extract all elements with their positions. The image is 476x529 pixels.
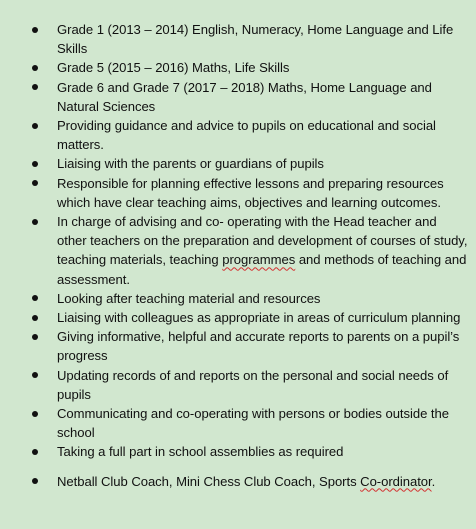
bullet-icon xyxy=(32,65,38,71)
list-item-text: Netball Club Coach, Mini Chess Club Coach, Sports xyxy=(57,473,361,489)
list-item-text: Grade 1 (2013 – 2014) English, Numeracy, Home Language and Life Skills xyxy=(57,22,454,57)
spellcheck-flagged-word[interactable]: Co-ordinator xyxy=(360,473,432,489)
list-item xyxy=(0,366,468,404)
list-item xyxy=(0,58,468,77)
bullet-icon xyxy=(32,315,38,321)
list-item xyxy=(0,78,468,116)
bullet-icon xyxy=(32,219,38,225)
bullet-icon xyxy=(32,334,38,340)
list-item-text: Updating records of and reports on the personal and social needs of pupils xyxy=(57,367,449,402)
list-item-text: Giving informative, helpful and accurate reports to parents on a pupil’s progress xyxy=(57,329,460,364)
list-item-text: In charge of advising and co- operating with the Head teacher and other teachers on the preparation and development of courses of study, teaching materials, teaching xyxy=(57,214,468,268)
duties-list xyxy=(0,20,468,491)
list-item xyxy=(0,472,468,491)
bullet-icon xyxy=(32,161,38,167)
list-item-text-continued: . xyxy=(431,473,436,489)
list-item xyxy=(0,174,468,212)
list-item xyxy=(0,404,468,442)
bullet-icon xyxy=(32,478,38,484)
list-item xyxy=(0,154,468,173)
bullet-icon xyxy=(32,449,38,455)
list-item-text: Grade 6 and Grade 7 (2017 – 2018) Maths, Home Language and Natural Sciences xyxy=(57,79,432,114)
list-item xyxy=(0,442,468,461)
bullet-icon xyxy=(32,411,38,417)
list-item-text-continued: and methods of teaching and assessment. xyxy=(57,252,467,287)
bullet-icon xyxy=(32,84,38,90)
list-item-text: Responsible for planning effective lessons and preparing resources which have clear teaching aims, objectives and learning outcomes. xyxy=(57,175,444,210)
list-item-text: Liaising with colleagues as appropriate in areas of curriculum planning xyxy=(57,310,461,326)
list-item xyxy=(0,327,468,365)
list-item xyxy=(0,212,468,289)
bullet-icon xyxy=(32,27,38,33)
list-item xyxy=(0,116,468,154)
list-item xyxy=(0,20,468,58)
list-item-text: Communicating and co-operating with persons or bodies outside the school xyxy=(57,406,449,441)
list-item-text: Liaising with the parents or guardians of pupils xyxy=(57,156,324,172)
bullet-icon xyxy=(32,180,38,186)
bullet-icon xyxy=(32,123,38,129)
spellcheck-flagged-word[interactable]: programmes xyxy=(222,252,296,268)
list-item-text: Looking after teaching material and resources xyxy=(57,290,321,306)
list-item-text: Grade 5 (2015 – 2016) Maths, Life Skills xyxy=(57,60,290,76)
list-item-text: Taking a full part in school assemblies as required xyxy=(57,444,344,460)
bullet-icon xyxy=(32,295,38,301)
bullet-icon xyxy=(32,372,38,378)
list-item xyxy=(0,289,468,308)
list-item xyxy=(0,308,468,327)
list-item-text: Providing guidance and advice to pupils on educational and social matters. xyxy=(57,118,436,153)
